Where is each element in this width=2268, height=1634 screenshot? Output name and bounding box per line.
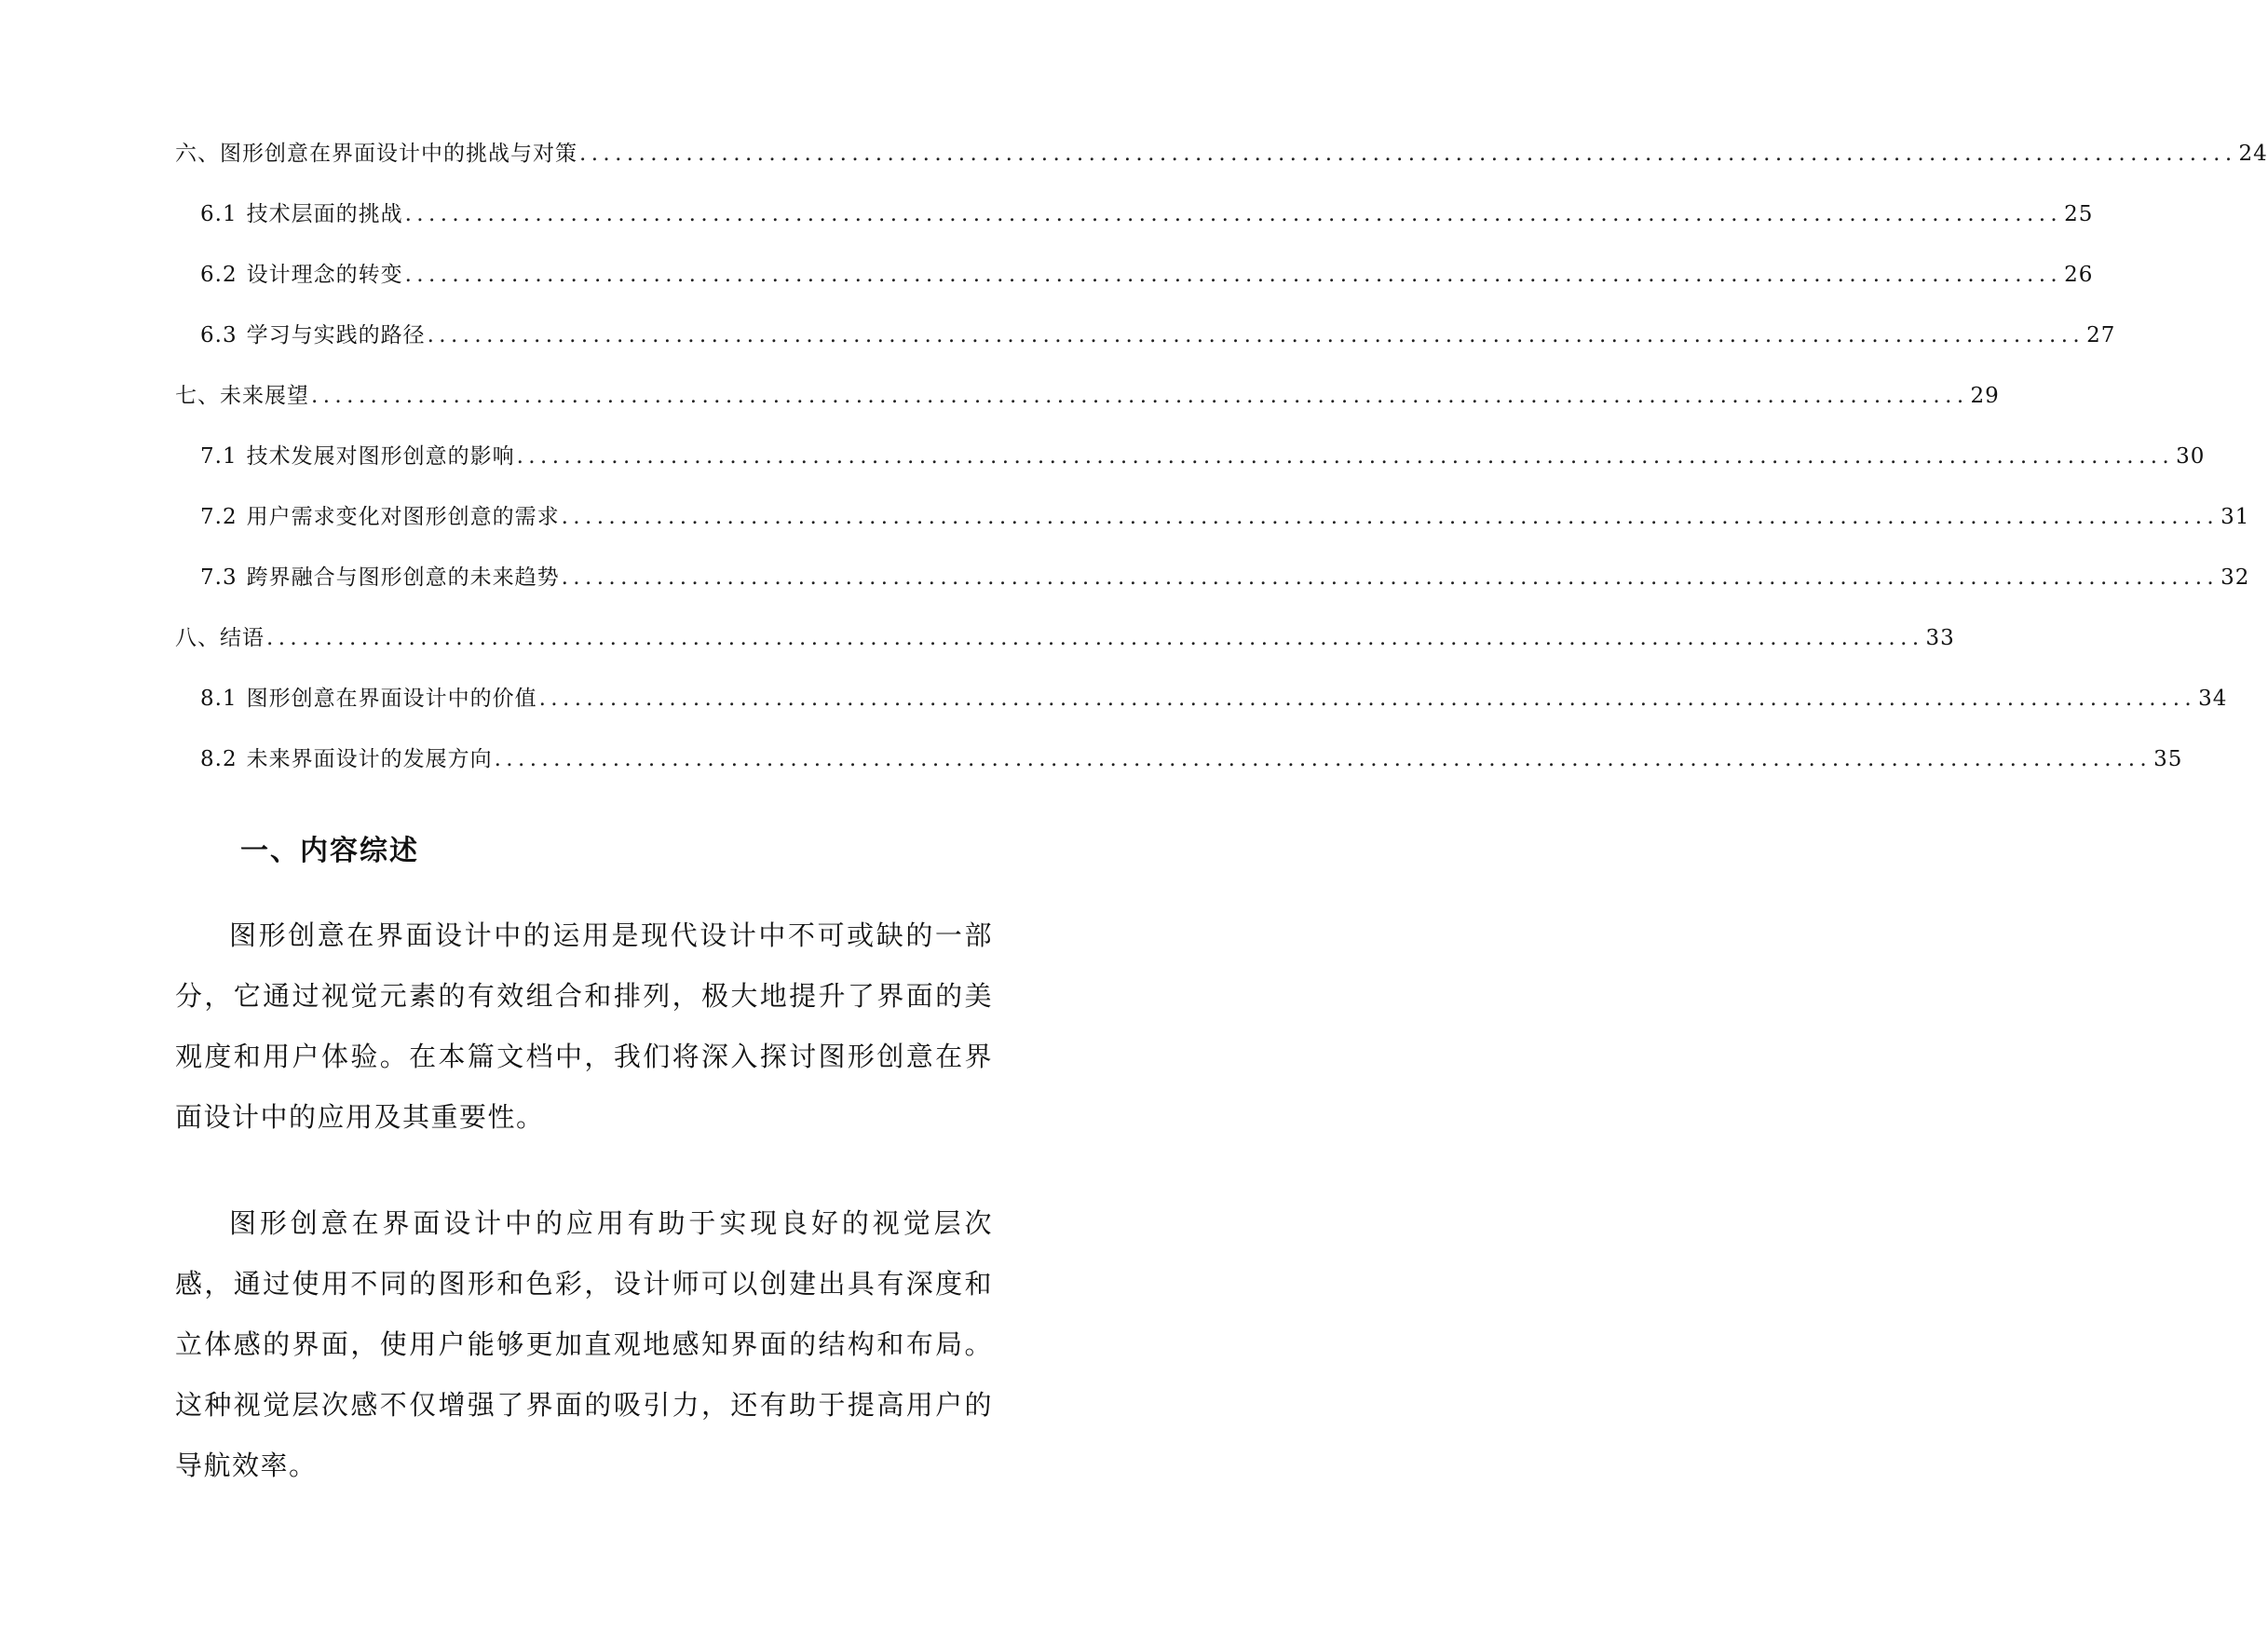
toc-entry-page: 33 [1925, 626, 1955, 650]
toc-entry[interactable] [175, 380, 2000, 441]
table-of-contents [175, 138, 2268, 804]
toc-entry-page: 26 [2064, 263, 2094, 287]
toc-entry-number: 6.3 [200, 323, 238, 347]
toc-entry-title: 跨界融合与图形创意的未来趋势 [246, 565, 560, 590]
toc-leader-dots: ............................................................................................................................................ [266, 626, 1924, 650]
toc-entry[interactable] [175, 501, 2250, 562]
toc-entry-page: 27 [2086, 323, 2116, 347]
toc-entry-number: 6.1 [200, 202, 238, 226]
toc-entry-title: 图形创意在界面设计中的价值 [246, 687, 537, 711]
toc-entry-page: 31 [2220, 505, 2250, 529]
toc-entry-title: 未来展望 [220, 384, 309, 408]
toc-entry[interactable] [175, 622, 1955, 683]
toc-entry-title: 图形创意在界面设计中的挑战与对策 [220, 142, 577, 166]
toc-entry-page: 34 [2198, 687, 2228, 711]
toc-entry-number: 7.1 [200, 444, 238, 469]
toc-entry-page: 24 [2238, 142, 2268, 166]
toc-entry[interactable] [175, 562, 2250, 622]
toc-entry[interactable] [175, 683, 2228, 743]
toc-entry-page: 32 [2220, 565, 2250, 590]
toc-leader-dots: ............................................................................................................................................ [494, 747, 2153, 771]
toc-entry-number: 8.1 [200, 687, 238, 711]
toc-leader-dots: ............................................................................................................................................ [311, 384, 1969, 408]
body-paragraph: 图形创意在界面设计中的运用是现代设计中不可或缺的一部分，它通过视觉元素的有效组合和排列，极大地提升了界面的美观度和用户体验。在本篇文档中，我们将深入探讨图形创意在界面设计中的应用及其重要性。 [175, 919, 993, 1133]
toc-entry-title: 用户需求变化对图形创意的需求 [246, 505, 560, 529]
section-heading: 一、内容综述 [240, 835, 419, 867]
toc-entry[interactable] [175, 138, 2268, 198]
toc-leader-dots: ............................................................................................................................................ [538, 687, 2197, 711]
toc-entry-number: 六、 [175, 142, 220, 166]
toc-leader-dots: ............................................................................................................................................ [579, 142, 2237, 166]
toc-entry-title: 未来界面设计的发展方向 [246, 747, 493, 771]
toc-entry-number: 八、 [175, 626, 220, 650]
body-paragraph: 图形创意在界面设计中的应用有助于实现良好的视觉层次感，通过使用不同的图形和色彩，设计师可以创建出具有深度和立体感的界面，使用户能够更加直观地感知界面的结构和布局。这种视觉层次感不仅增强了界面的吸引力，还有助于提高用户的导航效率。 [175, 1207, 993, 1481]
toc-entry-title: 设计理念的转变 [246, 263, 403, 287]
toc-entry-number: 6.2 [200, 263, 238, 287]
toc-entry-number: 7.2 [200, 505, 238, 529]
toc-leader-dots: ............................................................................................................................................ [427, 323, 2085, 347]
toc-leader-dots: ............................................................................................................................................ [404, 202, 2063, 226]
toc-entry-page: 35 [2153, 747, 2183, 771]
toc-entry-number: 8.2 [200, 747, 238, 771]
toc-entry-title: 技术层面的挑战 [246, 202, 403, 226]
toc-entry-page: 29 [1970, 384, 2000, 408]
toc-entry[interactable] [175, 441, 2206, 501]
toc-entry[interactable] [175, 198, 2094, 259]
toc-entry-title: 结语 [220, 626, 265, 650]
toc-entry-number: 7.3 [200, 565, 238, 590]
toc-entry-page: 30 [2176, 444, 2206, 469]
toc-leader-dots: ............................................................................................................................................ [404, 263, 2063, 287]
toc-entry[interactable] [175, 320, 2116, 380]
toc-entry[interactable] [175, 259, 2094, 320]
toc-leader-dots: ............................................................................................................................................ [561, 565, 2220, 590]
toc-leader-dots: ............................................................................................................................................ [561, 505, 2220, 529]
toc-entry-title: 学习与实践的路径 [246, 323, 426, 347]
toc-entry-page: 25 [2064, 202, 2094, 226]
toc-entry-title: 技术发展对图形创意的影响 [246, 444, 515, 469]
toc-leader-dots: ............................................................................................................................................ [516, 444, 2175, 469]
toc-entry[interactable] [175, 743, 2183, 804]
toc-entry-number: 七、 [175, 384, 220, 408]
